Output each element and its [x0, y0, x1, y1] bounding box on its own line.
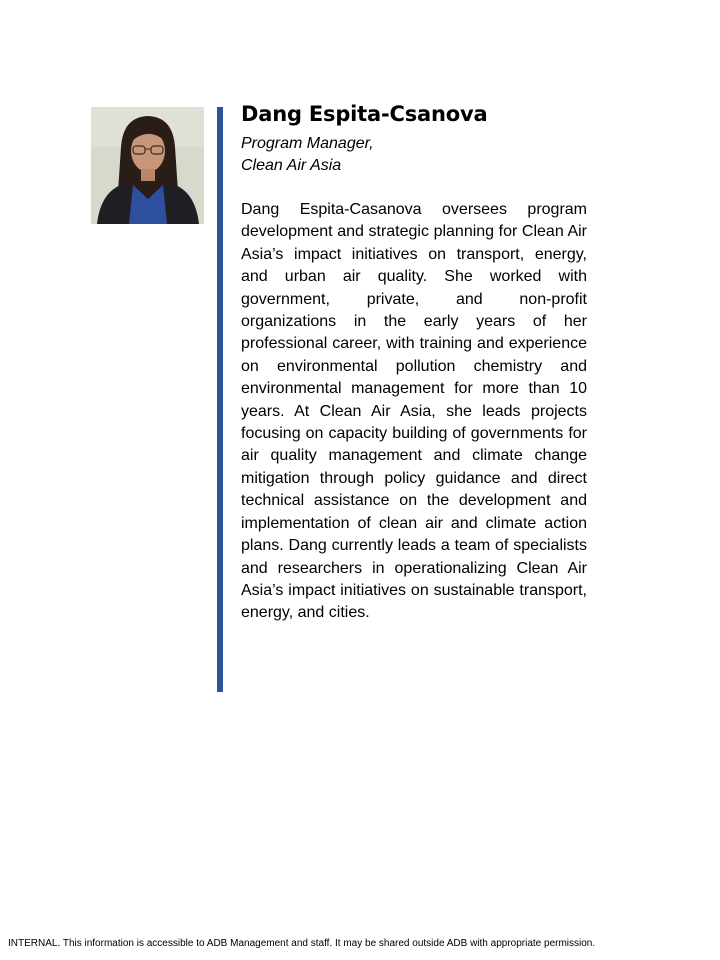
- person-role: [241, 133, 374, 177]
- biography-text: Dang Espita-Casanova oversees program development and strategic planning for Clean Air Asia’s impact initiatives on transport, energy, and urban air quality. She worked with government, private, and non-profit organizations in the early years of her professional career, with training and experience on environmental pollution chemistry and environmental management for more than 10 years. At Clean Air Asia, she leads projects focusing on capacity building of governments for air quality management and climate change mitigation through policy guidance and direct technical assistance on the development and implementation of clean air and climate action plans. Dang currently leads a team of specialists and researchers in operationalizing Clean Air Asia’s impact initiatives on sustainable transport, energy, and cities.: [241, 201, 587, 622]
- person-portrait-image: [91, 107, 204, 224]
- job-title: Program Manager,: [241, 135, 374, 152]
- accent-divider-bar: [217, 107, 223, 692]
- classification-footer: INTERNAL. This information is accessible to ADB Management and staff. It may be shared outside ADB with appropriate permission.: [8, 938, 596, 949]
- organization-name: Clean Air Asia: [241, 157, 342, 174]
- profile-photo: [91, 107, 204, 224]
- person-name: Dang Espita-Csanova: [241, 102, 488, 126]
